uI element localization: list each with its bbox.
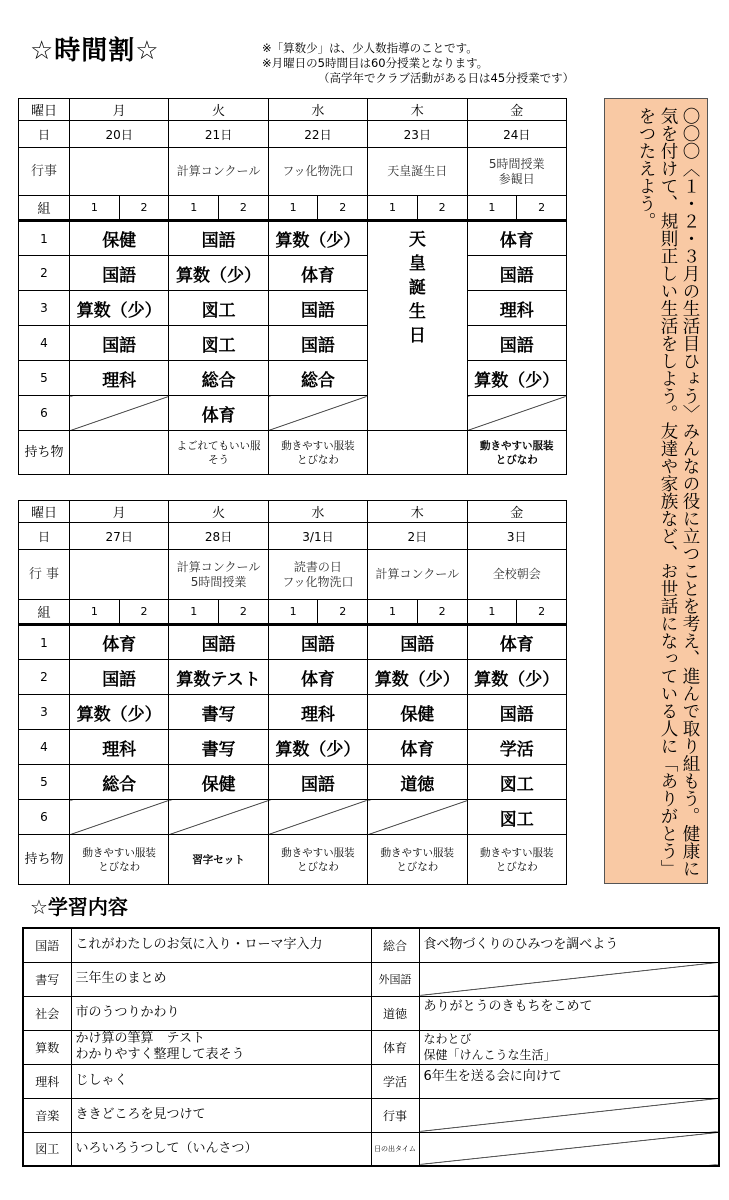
period-number: 1 <box>19 221 70 256</box>
date-thu: 2日 <box>368 523 467 550</box>
subject-label: 図工 <box>23 1132 71 1166</box>
event-thu: 天皇誕生日 <box>368 148 467 196</box>
class-cell: 算数（少） <box>268 221 367 256</box>
class-cell: 国語 <box>268 326 367 361</box>
day-fri: 金 <box>467 99 567 121</box>
bring-mon: 動きやすい服装 とびなわ <box>70 835 169 885</box>
class-cell: 国語 <box>268 765 367 800</box>
class-cell: 国語 <box>70 660 169 695</box>
class-cell: 道徳 <box>368 765 467 800</box>
group-cell: 2 <box>219 196 269 221</box>
period-number: 3 <box>19 695 70 730</box>
event-tue: 計算コンクール <box>169 148 268 196</box>
event-fri: 全校朝会 <box>467 550 567 600</box>
class-cell: 理科 <box>70 361 169 396</box>
subject-content: なわとび 保健「けんこうな生活」 <box>419 1030 719 1064</box>
period-number: 6 <box>19 396 70 431</box>
class-cell: 体育 <box>467 221 567 256</box>
study-row <box>23 1132 719 1166</box>
subject-label: 音楽 <box>23 1098 71 1132</box>
class-cell: 国語 <box>268 291 367 326</box>
period-row <box>19 800 567 835</box>
class-cell: 総合 <box>268 361 367 396</box>
page-title: ☆時間割☆ <box>30 36 160 66</box>
subject-label: 行事 <box>371 1098 419 1132</box>
subject-content: 市のうつりかわり <box>71 996 371 1030</box>
date-mon: 20日 <box>70 121 169 148</box>
day-tue: 火 <box>169 99 268 121</box>
group-row <box>19 600 567 625</box>
date-wed: 22日 <box>268 121 367 148</box>
group-cell: 1 <box>467 196 517 221</box>
subject-label: 理科 <box>23 1064 71 1098</box>
date-label: 日 <box>19 121 70 148</box>
day-row <box>19 99 567 121</box>
period-row <box>19 326 567 361</box>
group-row <box>19 196 567 221</box>
event-thu: 計算コンクール <box>368 550 467 600</box>
study-section-title: ☆学習内容 <box>30 895 128 919</box>
bring-row <box>19 835 567 885</box>
subject-label: 算数 <box>23 1030 71 1064</box>
bring-label: 持ち物 <box>19 835 70 885</box>
note-3: （高学年でクラブ活動がある日は45分授業です） <box>318 71 575 85</box>
holiday-cell <box>368 221 467 431</box>
study-table <box>22 927 720 1167</box>
bring-label: 持ち物 <box>19 431 70 475</box>
period-number: 6 <box>19 800 70 835</box>
class-cell: 学活 <box>467 730 567 765</box>
event-fri: 5時間授業 参観日 <box>467 148 567 196</box>
class-cell: 算数（少） <box>467 361 567 396</box>
period-number: 2 <box>19 256 70 291</box>
group-cell: 2 <box>517 600 567 625</box>
subject-label: 道徳 <box>371 996 419 1030</box>
class-cell: 国語 <box>169 625 268 660</box>
bring-row <box>19 431 567 475</box>
note-2: ※月曜日の5時間目は60分授業となります。 <box>262 56 489 70</box>
class-cell: 理科 <box>467 291 567 326</box>
note-1: ※「算数少」は、少人数指導のことです。 <box>262 41 478 55</box>
empty-slot <box>268 800 367 835</box>
period-number: 1 <box>19 625 70 660</box>
date-wed: 3/1日 <box>268 523 367 550</box>
subject-content: かけ算の筆算 テスト わかりやすく整理して表そう <box>71 1030 371 1064</box>
day-mon: 月 <box>70 501 169 523</box>
class-cell: 算数（少） <box>268 730 367 765</box>
group-cell: 1 <box>70 600 120 625</box>
group-cell: 1 <box>368 600 418 625</box>
empty-slot <box>268 396 367 431</box>
study-row <box>23 1098 719 1132</box>
day-row <box>19 501 567 523</box>
bring-mon <box>70 431 169 475</box>
class-cell: 体育 <box>268 660 367 695</box>
empty-slot <box>70 800 169 835</box>
group-cell: 1 <box>268 196 318 221</box>
subject-content: じしゃく <box>71 1064 371 1098</box>
event-wed: 読書の日 フッ化物洗口 <box>268 550 367 600</box>
holiday-label: 天 皇 誕 生 日 <box>408 230 426 346</box>
class-cell: 総合 <box>169 361 268 396</box>
period-row <box>19 291 567 326</box>
period-row <box>19 660 567 695</box>
date-mon: 27日 <box>70 523 169 550</box>
period-row <box>19 765 567 800</box>
day-fri: 金 <box>467 501 567 523</box>
class-cell: 図工 <box>169 291 268 326</box>
class-cell: 図工 <box>467 800 567 835</box>
date-tue: 28日 <box>169 523 268 550</box>
class-cell: 国語 <box>467 695 567 730</box>
date-fri: 3日 <box>467 523 567 550</box>
class-cell: 書写 <box>169 730 268 765</box>
group-cell: 1 <box>368 196 418 221</box>
group-cell: 2 <box>318 600 368 625</box>
class-cell: 体育 <box>70 625 169 660</box>
event-label: 行 事 <box>19 550 70 600</box>
timetable-week1 <box>18 98 567 475</box>
class-cell: 理科 <box>268 695 367 730</box>
period-row <box>19 396 567 431</box>
group-cell: 2 <box>119 600 169 625</box>
class-cell: 国語 <box>467 326 567 361</box>
period-row <box>19 256 567 291</box>
period-number: 4 <box>19 730 70 765</box>
class-cell: 理科 <box>70 730 169 765</box>
bring-fri: 動きやすい服装 とびなわ <box>467 431 567 475</box>
event-label: 行事 <box>19 148 70 196</box>
group-cell: 2 <box>318 196 368 221</box>
date-thu: 23日 <box>368 121 467 148</box>
date-label: 日 <box>19 523 70 550</box>
group-label: 組 <box>19 600 70 625</box>
day-wed: 水 <box>268 501 367 523</box>
class-cell: 国語 <box>70 256 169 291</box>
period-row <box>19 695 567 730</box>
period-row <box>19 221 567 256</box>
study-row <box>23 1064 719 1098</box>
day-thu: 木 <box>368 501 467 523</box>
day-thu: 木 <box>368 99 467 121</box>
empty-content <box>419 1132 719 1166</box>
study-row <box>23 996 719 1030</box>
group-cell: 2 <box>517 196 567 221</box>
period-row <box>19 625 567 660</box>
class-cell: 算数（少） <box>169 256 268 291</box>
period-number: 5 <box>19 361 70 396</box>
class-cell: 体育 <box>169 396 268 431</box>
subject-label: 体育 <box>371 1030 419 1064</box>
date-row <box>19 523 567 550</box>
date-row <box>19 121 567 148</box>
class-cell: 総合 <box>70 765 169 800</box>
class-cell: 国語 <box>467 256 567 291</box>
period-number: 4 <box>19 326 70 361</box>
empty-content <box>419 962 719 996</box>
period-row <box>19 361 567 396</box>
class-cell: 算数（少） <box>70 291 169 326</box>
study-row <box>23 928 719 962</box>
subject-label: 社会 <box>23 996 71 1030</box>
group-cell: 1 <box>70 196 120 221</box>
day-wed: 水 <box>268 99 367 121</box>
day-label: 曜日 <box>19 99 70 121</box>
empty-slot <box>169 800 268 835</box>
subject-content: これがわたしのお気に入り・ローマ字入力 <box>71 928 371 962</box>
class-cell: 算数（少） <box>467 660 567 695</box>
bring-thu <box>368 431 467 475</box>
bring-wed: 動きやすい服装 とびなわ <box>268 835 367 885</box>
class-cell: 体育 <box>268 256 367 291</box>
bring-tue: 習字セット <box>169 835 268 885</box>
class-cell: 保健 <box>169 765 268 800</box>
study-row <box>23 962 719 996</box>
subject-label: 学活 <box>371 1064 419 1098</box>
day-label: 曜日 <box>19 501 70 523</box>
class-cell: 国語 <box>368 625 467 660</box>
bring-wed: 動きやすい服装 とびなわ <box>268 431 367 475</box>
class-cell: 保健 <box>368 695 467 730</box>
period-row <box>19 730 567 765</box>
group-cell: 2 <box>417 600 467 625</box>
group-cell: 2 <box>417 196 467 221</box>
event-row <box>19 550 567 600</box>
empty-content <box>419 1098 719 1132</box>
event-mon <box>70 550 169 600</box>
day-tue: 火 <box>169 501 268 523</box>
subject-content: 三年生のまとめ <box>71 962 371 996</box>
subject-label: 日の出タイム <box>371 1132 419 1166</box>
class-cell: 図工 <box>467 765 567 800</box>
group-cell: 1 <box>467 600 517 625</box>
subject-label: 外国語 <box>371 962 419 996</box>
empty-slot <box>467 396 567 431</box>
period-number: 3 <box>19 291 70 326</box>
subject-content: いろいろうつして（いんさつ） <box>71 1132 371 1166</box>
notes <box>262 41 574 86</box>
class-cell: 算数テスト <box>169 660 268 695</box>
subject-content: ききどころを見つけて <box>71 1098 371 1132</box>
event-wed: フッ化物洗口 <box>268 148 367 196</box>
class-cell: 算数（少） <box>368 660 467 695</box>
class-cell: 体育 <box>368 730 467 765</box>
subject-content: 食べ物づくりのひみつを調べよう <box>419 928 719 962</box>
class-cell: 書写 <box>169 695 268 730</box>
subject-label: 書写 <box>23 962 71 996</box>
group-cell: 2 <box>119 196 169 221</box>
event-tue: 計算コンクール 5時間授業 <box>169 550 268 600</box>
date-fri: 24日 <box>467 121 567 148</box>
day-mon: 月 <box>70 99 169 121</box>
class-cell: 国語 <box>169 221 268 256</box>
subject-label: 国語 <box>23 928 71 962</box>
timetable-week2 <box>18 500 567 885</box>
subject-content: 6年生を送る会に向けて <box>419 1064 719 1098</box>
period-number: 5 <box>19 765 70 800</box>
group-label: 組 <box>19 196 70 221</box>
subject-content: ありがとうのきもちをこめて <box>419 996 719 1030</box>
subject-label: 総合 <box>371 928 419 962</box>
study-row <box>23 1030 719 1064</box>
event-row <box>19 148 567 196</box>
bring-fri: 動きやすい服装 とびなわ <box>467 835 567 885</box>
class-cell: 国語 <box>70 326 169 361</box>
bring-thu: 動きやすい服装 とびなわ <box>368 835 467 885</box>
group-cell: 1 <box>169 600 219 625</box>
life-goal-box <box>604 98 708 884</box>
group-cell: 2 <box>219 600 269 625</box>
group-cell: 1 <box>169 196 219 221</box>
event-mon <box>70 148 169 196</box>
class-cell: 図工 <box>169 326 268 361</box>
class-cell: 保健 <box>70 221 169 256</box>
group-cell: 1 <box>268 600 318 625</box>
empty-slot <box>368 800 467 835</box>
date-tue: 21日 <box>169 121 268 148</box>
empty-slot <box>70 396 169 431</box>
period-number: 2 <box>19 660 70 695</box>
life-goal-text: 〇〇〇〈１・２・３月の生活目ひょう〉みんなの役に立つことを考え、進んで取り組もう。健康に気を付けて、規則正しい生活をしよう。友達や家族など、お世話になっている人に「ありがとう」をつたえよう。 <box>636 107 700 877</box>
bring-tue: よごれてもいい服 そう <box>169 431 268 475</box>
class-cell: 体育 <box>467 625 567 660</box>
class-cell: 算数（少） <box>70 695 169 730</box>
class-cell: 国語 <box>268 625 367 660</box>
